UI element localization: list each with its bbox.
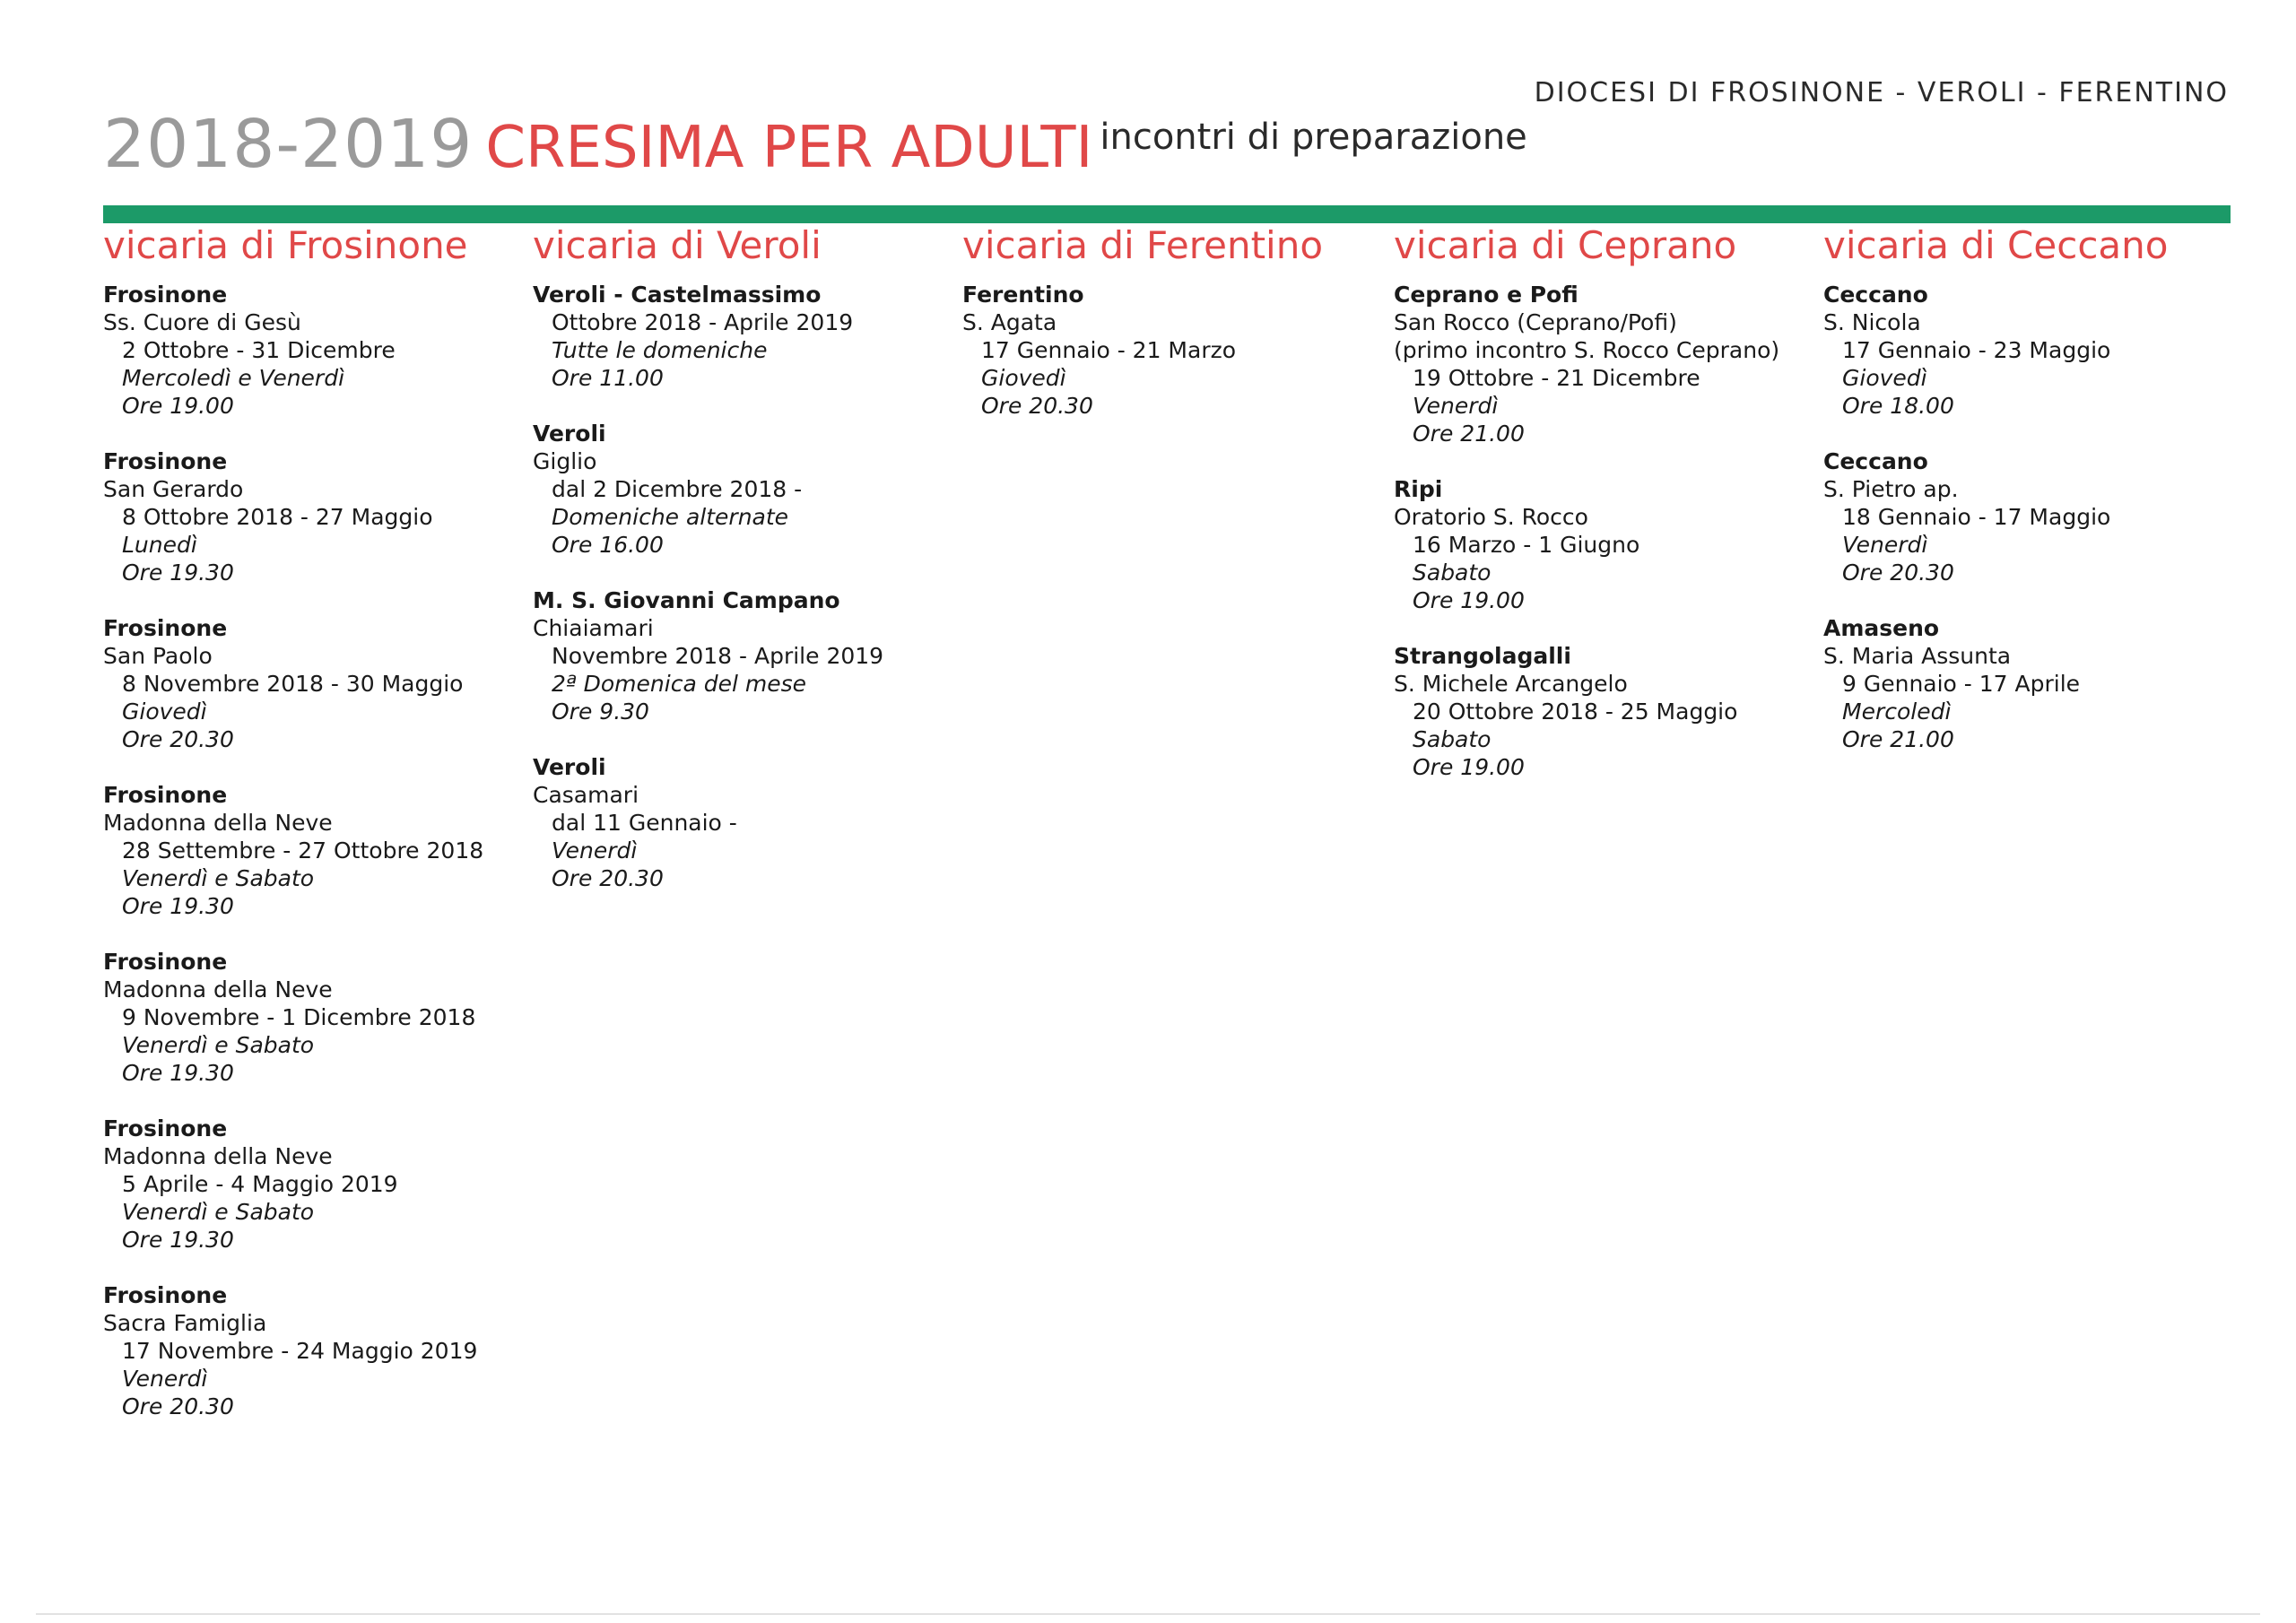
entry-time: Ore 11.00 — [552, 365, 664, 391]
schedule-entry — [1394, 475, 1815, 614]
entry-dates: 17 Gennaio - 23 Maggio — [1842, 337, 2111, 363]
entry-church: Giglio — [533, 448, 597, 474]
entry-parish: Ripi — [1394, 476, 1443, 502]
entry-days: Venerdì — [1413, 393, 1499, 419]
schedule-entry — [103, 281, 525, 420]
entry-time: Ore 19.30 — [122, 560, 234, 586]
entry-parish: Frosinone — [103, 448, 228, 474]
entry-parish: Frosinone — [103, 1115, 228, 1141]
entry-time: Ore 20.30 — [122, 1393, 234, 1419]
column-title: vicaria di Frosinone — [103, 223, 468, 267]
column-ceccano — [1823, 220, 2245, 781]
entry-parish: Frosinone — [103, 949, 228, 975]
footer-rule — [36, 1613, 2260, 1615]
entry-days: Sabato — [1413, 726, 1492, 752]
entry-church: Ss. Cuore di Gesù — [103, 309, 301, 335]
column-ceprano — [1394, 220, 1815, 809]
entry-days: 2ª Domenica del mese — [552, 671, 806, 697]
entry-parish: Ferentino — [962, 282, 1084, 308]
entry-parish: Amaseno — [1823, 615, 1940, 641]
schedule-entry — [533, 753, 954, 892]
schedule-entry — [103, 1115, 525, 1254]
entry-days: Venerdì e Sabato — [122, 865, 315, 891]
entry-time: Ore 21.00 — [1842, 726, 1954, 752]
entry-days: Venerdì — [552, 838, 638, 864]
entry-church: S. Maria Assunta — [1823, 643, 2012, 669]
entry-church: San Gerardo — [103, 476, 244, 502]
entry-days: Mercoledì e Venerdì — [122, 365, 345, 391]
entry-dates: 19 Ottobre - 21 Dicembre — [1413, 365, 1700, 391]
entry-dates: 8 Novembre 2018 - 30 Maggio — [122, 671, 464, 697]
entry-time: Ore 20.30 — [122, 726, 234, 752]
schedule-entry — [103, 614, 525, 753]
schedule-entry — [1823, 447, 2245, 586]
entry-days: Sabato — [1413, 560, 1492, 586]
entry-dates: 9 Novembre - 1 Dicembre 2018 — [122, 1004, 476, 1030]
entry-parish: Veroli - Castelmassimo — [533, 282, 822, 308]
entry-time: Ore 19.30 — [122, 893, 234, 919]
entry-time: Ore 20.30 — [552, 865, 664, 891]
schedule-entry — [533, 586, 954, 725]
entry-parish: Frosinone — [103, 615, 228, 641]
entry-dates: 17 Gennaio - 21 Marzo — [981, 337, 1237, 363]
schedule-entry — [533, 420, 954, 559]
entry-parish: Frosinone — [103, 1282, 228, 1308]
entry-parish: Ceccano — [1823, 282, 1928, 308]
entry-church: Casamari — [533, 782, 639, 808]
schedule-entry — [103, 781, 525, 920]
entry-dates: Ottobre 2018 - Aprile 2019 — [552, 309, 854, 335]
page-title — [103, 106, 1527, 183]
entry-dates: 20 Ottobre 2018 - 25 Maggio — [1413, 699, 1738, 725]
entry-church: Chiaiamari — [533, 615, 654, 641]
entry-time: Ore 19.00 — [1413, 587, 1525, 613]
schedule-entry — [1394, 642, 1815, 781]
entry-parish: Ceprano e Pofi — [1394, 282, 1578, 308]
entry-church: Sacra Famiglia — [103, 1310, 267, 1336]
schedule-entry — [1823, 281, 2245, 420]
entry-time: Ore 21.00 — [1413, 421, 1525, 447]
entry-days: Venerdì — [122, 1366, 208, 1392]
entry-days: Mercoledì — [1842, 699, 1952, 725]
entry-days: Giovedì — [1842, 365, 1927, 391]
entry-time: Ore 19.00 — [1413, 754, 1525, 780]
schedule-entry — [1823, 614, 2245, 753]
entry-time: Ore 19.00 — [122, 393, 234, 419]
entry-parish: Frosinone — [103, 782, 228, 808]
column-title: vicaria di Veroli — [533, 223, 822, 267]
column-frosinone — [103, 220, 525, 1448]
entry-church: Oratorio S. Rocco — [1394, 504, 1588, 530]
entry-days: Giovedì — [981, 365, 1066, 391]
entry-dates: 18 Gennaio - 17 Maggio — [1842, 504, 2111, 530]
entry-church: S. Michele Arcangelo — [1394, 671, 1628, 697]
diocese-label: DIOCESI DI FROSINONE - VEROLI - FERENTINO — [1534, 77, 2229, 108]
entry-days: Giovedì — [122, 699, 207, 725]
entry-church: San Paolo — [103, 643, 213, 669]
entry-church: S. Pietro ap. — [1823, 476, 1959, 502]
schedule-entry — [103, 447, 525, 586]
entry-time: Ore 18.00 — [1842, 393, 1954, 419]
entry-days: Tutte le domeniche — [552, 337, 768, 363]
entry-church: San Rocco (Ceprano/Pofi) — [1394, 309, 1677, 335]
entry-dates: 28 Settembre - 27 Ottobre 2018 — [122, 838, 484, 864]
entry-days: Venerdì e Sabato — [122, 1032, 315, 1058]
column-title: vicaria di Ceccano — [1823, 223, 2169, 267]
entry-dates: Novembre 2018 - Aprile 2019 — [552, 643, 884, 669]
entry-time: Ore 19.30 — [122, 1060, 234, 1086]
entry-dates: 17 Novembre - 24 Maggio 2019 — [122, 1338, 478, 1364]
entry-days: Venerdì e Sabato — [122, 1199, 315, 1225]
column-ferentino — [962, 220, 1384, 447]
column-title: vicaria di Ferentino — [962, 223, 1324, 267]
entry-dates: 5 Aprile - 4 Maggio 2019 — [122, 1171, 398, 1197]
entry-parish: M. S. Giovanni Campano — [533, 587, 840, 613]
entry-parish: Veroli — [533, 421, 606, 447]
schedule-entry — [962, 281, 1384, 420]
title-main: CRESIMA PER ADULTI — [485, 115, 1093, 181]
title-year: 2018-2019 — [103, 106, 474, 183]
entry-time: Ore 16.00 — [552, 532, 664, 558]
entry-dates: dal 2 Dicembre 2018 - — [552, 476, 803, 502]
entry-parish: Frosinone — [103, 282, 228, 308]
entry-church: Madonna della Neve — [103, 976, 333, 1002]
entry-church: S. Agata — [962, 309, 1057, 335]
entry-time: Ore 20.30 — [1842, 560, 1954, 586]
column-veroli — [533, 220, 954, 920]
entry-church: Madonna della Neve — [103, 810, 333, 836]
entry-parish: Ceccano — [1823, 448, 1928, 474]
entry-dates: 9 Gennaio - 17 Aprile — [1842, 671, 2081, 697]
entry-time: Ore 9.30 — [552, 699, 649, 725]
entry-days: Domeniche alternate — [552, 504, 789, 530]
entry-church: Madonna della Neve — [103, 1143, 333, 1169]
entry-dates: 8 Ottobre 2018 - 27 Maggio — [122, 504, 433, 530]
schedule-entry — [103, 948, 525, 1087]
schedule-entry — [1394, 281, 1815, 447]
schedule-entry — [533, 281, 954, 392]
entry-parish: Strangolagalli — [1394, 643, 1571, 669]
entry-dates: dal 11 Gennaio - — [552, 810, 737, 836]
column-title: vicaria di Ceprano — [1394, 223, 1737, 267]
entry-dates: 16 Marzo - 1 Giugno — [1413, 532, 1640, 558]
entry-dates: 2 Ottobre - 31 Dicembre — [122, 337, 396, 363]
title-subtitle: incontri di preparazione — [1100, 117, 1527, 158]
entry-days: Lunedì — [122, 532, 197, 558]
entry-time: Ore 20.30 — [981, 393, 1093, 419]
schedule-entry — [103, 1281, 525, 1420]
entry-church-note: (primo incontro S. Rocco Ceprano) — [1394, 337, 1780, 363]
entry-days: Venerdì — [1842, 532, 1928, 558]
vicaria-columns — [103, 220, 2238, 1475]
entry-church: S. Nicola — [1823, 309, 1921, 335]
entry-time: Ore 19.30 — [122, 1227, 234, 1253]
entry-parish: Veroli — [533, 754, 606, 780]
